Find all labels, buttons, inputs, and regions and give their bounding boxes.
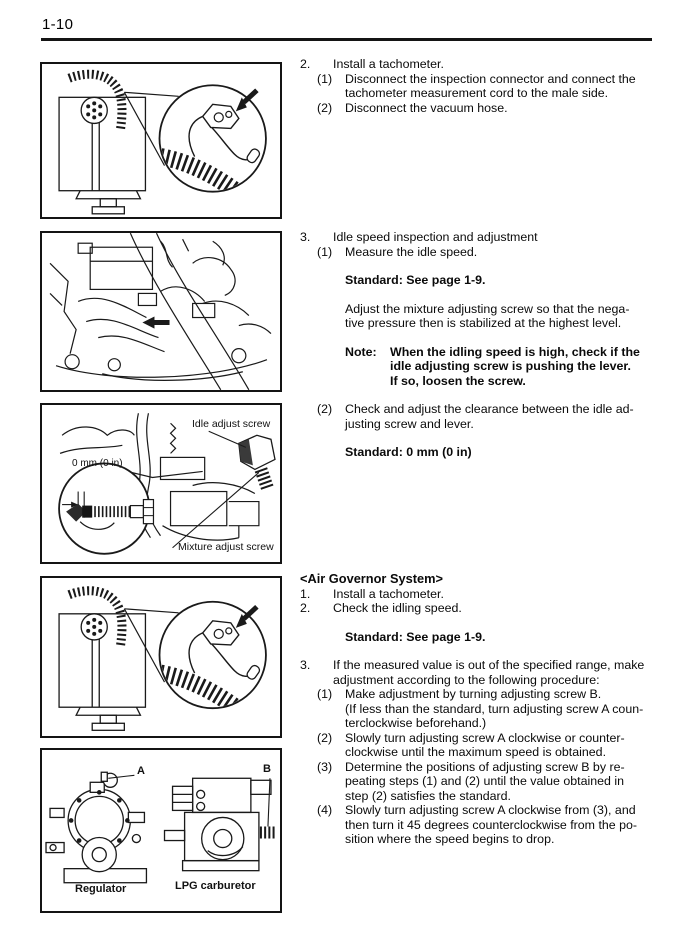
subitem-text: Measure the idle speed. [345,244,478,259]
subitem-text: then turn it 45 degrees counterclockwise from the po- [345,817,638,832]
list-item [300,658,654,687]
item-text: If the measured value is out of the specified range, make [333,658,645,672]
note-text: If so, loosen the screw. [390,373,526,388]
subitem-text: clockwise until the maximum speed is obtained. [345,745,607,759]
subitem-text: step (2) satisfies the standard. [345,788,511,803]
standard-value: Standard: 0 mm (0 in) [345,445,472,459]
subitem-text: Check and adjust the clearance between the idle ad- [345,402,634,416]
subitem-number: (1) [317,687,333,701]
mixture-adjust-screw-label: Mixture adjust screw [178,541,274,553]
pointer-arrow-icon [142,317,169,329]
subitem-number: (2) [317,402,333,416]
paragraph-text: tive pressure then is stabilized at the highest level. [345,316,622,330]
figure-engine-bay [40,231,282,392]
list-subitem [317,101,654,116]
item-text: Install a tachometer. [333,586,444,601]
list-item [300,230,654,245]
subitem-number: (2) [317,730,333,745]
note-text: When the idling speed is high, check if the [390,344,640,359]
standard-value: Standard: See page 1-9. [345,273,486,287]
subitem-text: (If less than the standard, turn adjusting screw A coun- [345,701,644,716]
subitem-text: Disconnect the inspection connector and connect the [345,71,636,86]
section-air-governor [300,572,654,847]
subitem-number: (1) [317,244,333,259]
item-text: Install a tachometer. [333,57,444,71]
list-subitem [317,760,654,804]
note-text: idle adjusting screw is pushing the lever. [390,359,631,373]
subitem-text: sition where the speed begins to drop. [345,832,555,846]
subitem-number: (3) [317,759,333,774]
list-item [300,587,654,602]
figure-tachometer-connection-top [40,62,282,219]
clearance-dimension-label: 0 mm (0 in) [72,458,123,469]
paragraph-text: Adjust the mixture adjusting screw so that the nega- [345,301,630,316]
list-subitem [317,72,654,101]
idle-adjust-screw-label: Idle adjust screw [192,418,271,430]
list-subitem [317,402,654,431]
subitem-number: (1) [317,71,333,86]
paragraph [345,302,654,331]
subitem-number: (4) [317,803,333,817]
item-number: 2. [300,601,311,615]
figure-carburetor-screws [40,403,282,564]
list-subitem [317,731,654,760]
subitem-text: Disconnect the vacuum hose. [345,100,508,115]
figure-regulator-lpg-carburetor [40,748,282,913]
section-install-tachometer [300,57,654,115]
list-subitem [317,245,654,260]
subitem-number: (2) [317,100,333,115]
list-item [300,601,654,616]
header-rule [41,38,652,41]
subitem-text: justing screw and lever. [345,416,474,431]
item-number: 2. [300,57,311,71]
subitem-text: Determine the positions of adjusting screw B by re- [345,759,625,774]
item-text: Idle speed inspection and adjustment [333,230,538,244]
list-subitem [317,687,654,731]
subitem-text: peating steps (1) and (2) until the value obtained in [345,774,624,788]
figure-tachometer-connection-bottom [40,576,282,738]
subitem-text: terclockwise beforehand.) [345,716,487,730]
subitem-text: Make adjustment by turning adjusting screw B. [345,687,602,701]
screw-b-label: B [263,763,271,775]
item-number: 3. [300,658,311,672]
lpg-carburetor-caption: LPG carburetor [175,880,256,892]
item-number: 1. [300,586,311,601]
subitem-text: tachometer measurement cord to the male side. [345,86,609,100]
note-block [345,345,654,389]
subitem-text: Slowly turn adjusting screw A clockwise from (3), and [345,803,636,817]
standard-value: Standard: See page 1-9. [345,629,486,644]
section-heading: <Air Governor System> [300,571,443,586]
subitem-text: Slowly turn adjusting screw A clockwise or counter- [345,730,625,745]
list-item [300,57,654,72]
regulator-caption: Regulator [75,883,127,895]
item-number: 3. [300,230,311,244]
item-text: Check the idling speed. [333,601,462,615]
note-label: Note: [345,344,377,359]
item-text: adjustment according to the following procedure: [333,672,600,687]
list-subitem [317,803,654,847]
page-number: 1-10 [42,16,74,33]
screw-a-label: A [137,765,145,777]
section-idle-speed [300,230,654,474]
